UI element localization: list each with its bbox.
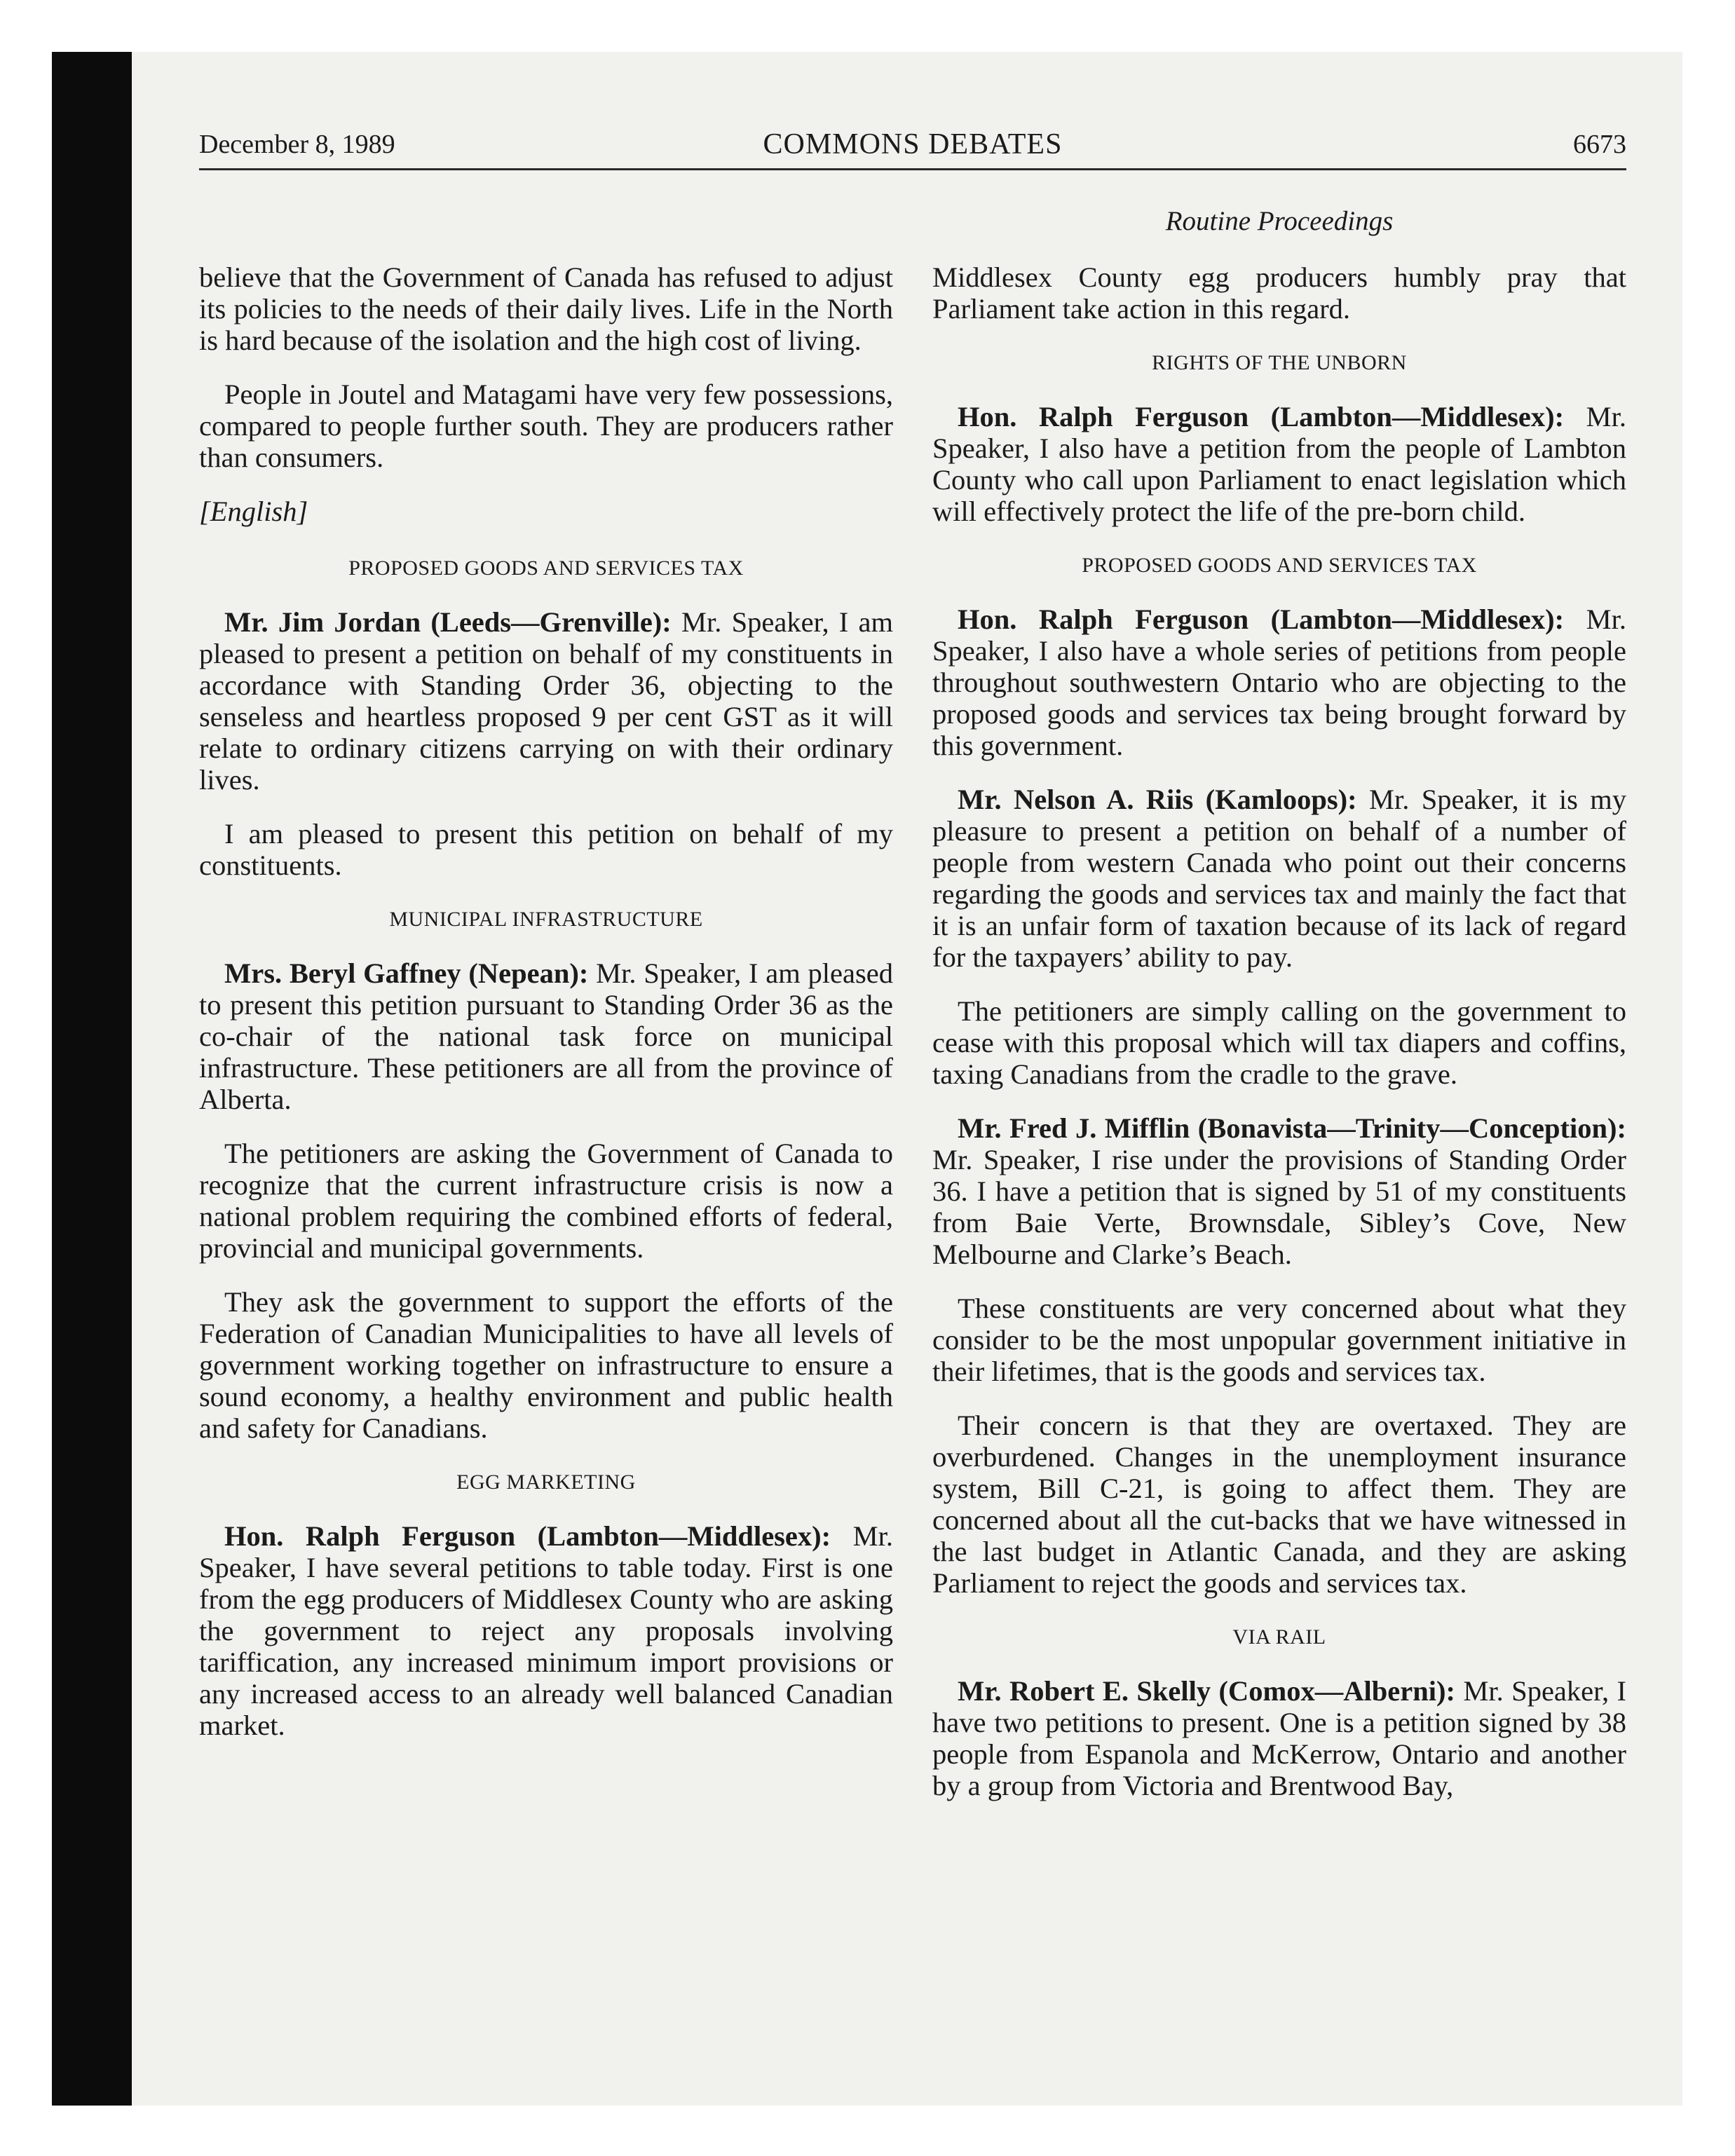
speaker-name: Mr. Fred J. Mifflin (Bonavista—Trinity—Conception): <box>958 1112 1626 1144</box>
section-tag: Routine Proceedings <box>1165 206 1394 236</box>
running-head <box>199 123 1626 165</box>
speaker-name: Mrs. Beryl Gaffney (Nepean): <box>224 957 589 989</box>
paragraph: I am pleased to present this petition on behalf of my constituents. <box>199 818 893 881</box>
header-title: COMMONS DEBATES <box>763 128 1063 161</box>
paragraph: The petitioners are simply calling on the government to cease with this proposal which will tax diapers and coffins, taxing Canadians from the cradle to the grave. <box>932 995 1626 1090</box>
section-heading: EGG MARKETING <box>456 1471 636 1494</box>
speech-text: Mr. Speaker, I have several petitions to table today. First is one from the egg producers of Middlesex County who are asking the government to reject any proposals involving tariffication, any increased minimum import provisions or any increased access to an already well balanced Canadian market. <box>199 1520 894 1741</box>
speech-text: Mr. Speaker, I also have a whole series of petitions from people throughout southwestern Ontario who are objecting to the proposed goods and services tax being brought forward by this government. <box>932 603 1627 761</box>
paragraph: Middlesex County egg producers humbly pray that Parliament take action in this regard. <box>932 261 1626 325</box>
speech <box>199 957 893 1115</box>
speech <box>932 784 1626 973</box>
speaker-name: Hon. Ralph Ferguson (Lambton—Middlesex): <box>958 401 1565 432</box>
paragraph: They ask the government to support the efforts of the Federation of Canadian Municipalities to have all levels of government working together on infrastructure to ensure a sound economy, a healthy environment and public health and safety for Canadians. <box>199 1286 893 1444</box>
binding-edge <box>52 52 132 2106</box>
speech <box>932 1675 1626 1801</box>
section-heading: PROPOSED GOODS AND SERVICES TAX <box>1082 554 1477 577</box>
speech <box>932 603 1626 761</box>
paragraph: People in Joutel and Matagami have very few possessions, compared to people further south. They are producers rather than consumers. <box>199 378 893 473</box>
section-heading: RIGHTS OF THE UNBORN <box>1152 351 1407 374</box>
speaker-name: Hon. Ralph Ferguson (Lambton—Middlesex): <box>224 1520 831 1552</box>
section-heading: MUNICIPAL INFRASTRUCTURE <box>389 908 703 931</box>
speech-text: Mr. Speaker, I am pleased to present this petition pursuant to Standing Order 36 as the co-chair of the national task force on municipal infrastructure. These petitioners are all from the province of Alberta. <box>199 957 893 1115</box>
speech-text: Mr. Speaker, I have two petitions to present. One is a petition signed by 38 people from Espanola and McKerrow, Ontario and another by a group from Victoria and Brentwood Bay, <box>932 1675 1626 1801</box>
speech-text: Mr. Speaker, it is my pleasure to present a petition on behalf of a number of people from western Canada who point out their concerns regarding the goods and services tax and mainly the fact that it is an unfair form of taxation because of its lack of regard for the taxpayers’ ability to pay. <box>932 784 1626 973</box>
section-heading: PROPOSED GOODS AND SERVICES TAX <box>348 557 744 580</box>
speaker-name: Hon. Ralph Ferguson (Lambton—Middlesex): <box>958 603 1565 635</box>
speaker-name: Mr. Robert E. Skelly (Comox—Alberni): <box>958 1675 1455 1707</box>
speech <box>199 606 893 796</box>
speech <box>199 1520 893 1741</box>
speech <box>932 1112 1626 1270</box>
speech <box>932 401 1626 527</box>
speech-text: Mr. Speaker, I also have a petition from the people of Lambton County who call upon Parliament to enact legislation which will effectively protect the life of the pre-born child. <box>932 401 1627 527</box>
speaker-name: Mr. Jim Jordan (Leeds—Grenville): <box>224 606 672 638</box>
right-column <box>932 261 1626 1824</box>
speech-text: Mr. Speaker, I rise under the provisions of Standing Order 36. I have a petition that is signed by 51 of my constituents from Baie Verte, Brownsdale, Sibley’s Cove, New Melbourne and Clarke’s Beach. <box>932 1144 1626 1270</box>
left-column <box>199 261 893 1763</box>
language-marker: [English] <box>199 496 308 527</box>
page-number: 6673 <box>1573 130 1626 159</box>
paragraph: These constituents are very concerned about what they consider to be the most unpopular government initiative in their lifetimes, that is the goods and services tax. <box>932 1292 1626 1387</box>
header-date: December 8, 1989 <box>199 130 395 159</box>
speech-text: Mr. Speaker, I am pleased to present a petition on behalf of my constituents in accordance with Standing Order 36, objecting to the senseless and heartless proposed 9 per cent GST as it will relate to ordinary citizens carrying on with their ordinary lives. <box>199 606 893 796</box>
header-rule <box>199 168 1626 170</box>
section-heading: VIA RAIL <box>1232 1625 1326 1649</box>
paragraph: Their concern is that they are overtaxed. They are overburdened. Changes in the unemployment insurance system, Bill C-21, is going to affect them. They are concerned about all the cut-backs that we have witnessed in the last budget in Atlantic Canada, and they are asking Parliament to reject the goods and services tax. <box>932 1410 1626 1599</box>
paragraph: believe that the Government of Canada has refused to adjust its policies to the needs of their daily lives. Life in the North is hard because of the isolation and the high cost of living. <box>199 261 893 356</box>
speaker-name: Mr. Nelson A. Riis (Kamloops): <box>958 784 1357 815</box>
paragraph: The petitioners are asking the Government of Canada to recognize that the current infrastructure crisis is now a national problem requiring the combined efforts of federal, provincial and municipal governments. <box>199 1138 893 1264</box>
